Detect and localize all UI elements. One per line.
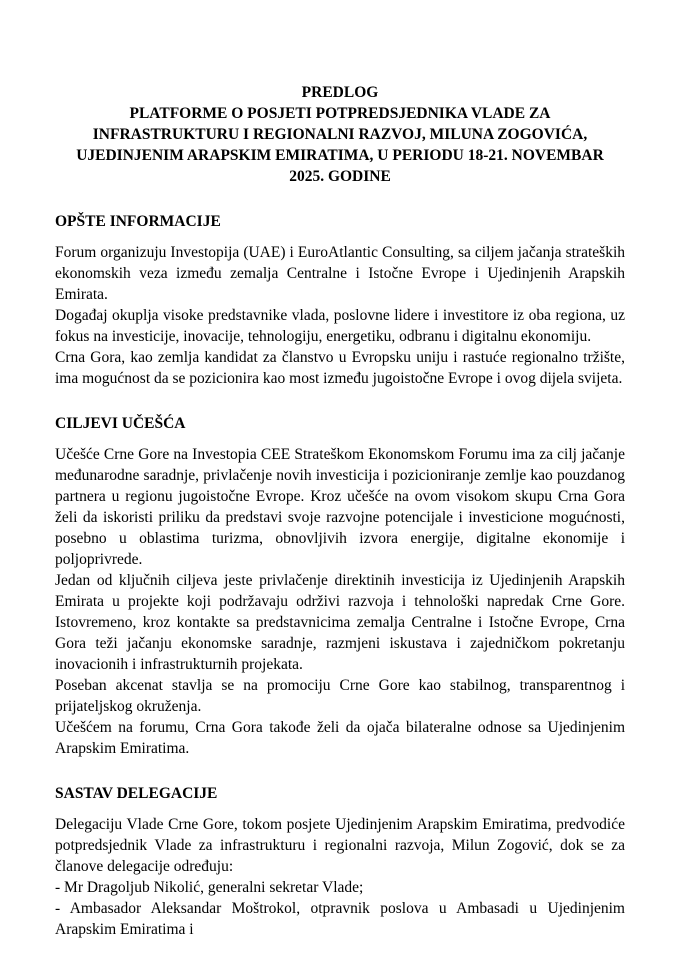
paragraph: Crna Gora, kao zemlja kandidat za članstvo u Evropsku uniju i rastuće regionalno tržište, ima mogućnost da se pozicionira kao most između jugoistočne Evrope i ovog dijela svijeta. <box>55 349 625 387</box>
section-heading-general-information: OPŠTE INFORMACIJE <box>55 213 221 230</box>
paragraph: Učešćem na forumu, Crna Gora takođe želi da ojača bilateralne odnose sa Ujedinjenim Arapskim Emiratima. <box>55 719 625 757</box>
section-general-information <box>55 211 625 389</box>
section-participation-goals <box>55 413 625 759</box>
title-line: INFRASTRUKTURU I REGIONALNI RAZVOJ, MILUNA ZOGOVIĆA, <box>92 126 588 143</box>
section-heading-delegation-composition: SASTAV DELEGACIJE <box>55 785 218 802</box>
delegation-member-item: - Mr Dragoljub Nikolić, generalni sekretar Vlade; <box>55 879 364 896</box>
title-line: PREDLOG <box>301 84 379 101</box>
paragraph: Događaj okuplja visoke predstavnike vlada, poslovne lidere i investitore iz oba regiona, uz fokus na investicije, inovacije, tehnologiju, energetiku, odbranu i digitalnu ekonomiju. <box>55 307 625 345</box>
delegation-member-item: - Ambasador Aleksandar Moštrokol, otpravnik poslova u Ambasadi u Ujedinjenim Arapskim Emiratima i <box>55 900 625 938</box>
section-heading-participation-goals: CILJEVI UČEŠĆA <box>55 415 186 432</box>
title-line: 2025. GODINE <box>289 168 391 185</box>
title-line: PLATFORME O POSJETI POTPREDSJEDNIKA VLADE ZA <box>129 105 551 122</box>
paragraph: Poseban akcenat stavlja se na promociju Crne Gore kao stabilnog, transparentnog i prijateljskog okruženja. <box>55 677 625 715</box>
document-title <box>55 82 625 187</box>
paragraph: Delegaciju Vlade Crne Gore, tokom posjete Ujedinjenim Arapskim Emiratima, predvodiće potpredsjednik Vlade za infrastrukturu i regionalni razvoja, Milun Zogović, dok se za članove delegacije određuju: <box>55 816 625 875</box>
paragraph: Jedan od ključnih ciljeva jeste privlačenje direktinih investicija iz Ujedinjenih Arapskih Emirata u projekte koji podržavaju održivi razvoja i tehnološki napredak Crne Gore. Istovremeno, kroz kontakte sa predstavnicima zemalja Centralne i Istočne Evrope, Crna Gora teži jačanju ekonomske saradnje, razmjeni iskustava i zajedničkom pokretanju inovacionih i infrastrukturnih projekata. <box>55 572 625 673</box>
title-line: UJEDINJENIM ARAPSKIM EMIRATIMA, U PERIODU 18-21. NOVEMBAR <box>76 147 604 164</box>
section-delegation-composition <box>55 783 625 940</box>
paragraph: Forum organizuju Investopija (UAE) i EuroAtlantic Consulting, sa ciljem jačanja strateških ekonomskih veza između zemalja Centralne i Istočne Evrope i Ujedinjenih Arapskih Emirata. <box>55 244 625 303</box>
paragraph: Učešće Crne Gore na Investopia CEE Strateškom Ekonomskom Forumu ima za cilj jačanje međunarodne saradnje, privlačenje novih investicija i pozicioniranje zemlje kao pouzdanog partnera u regionu jugoistočne Evrope. Kroz učešće na ovom visokom skupu Crna Gora želi da iskoristi priliku da predstavi svoje razvojne potencijale i investicione mogućnosti, posebno u oblastima turizma, obnovljivih izvora energije, digitalne ekonomije i poljoprivrede. <box>55 446 625 568</box>
